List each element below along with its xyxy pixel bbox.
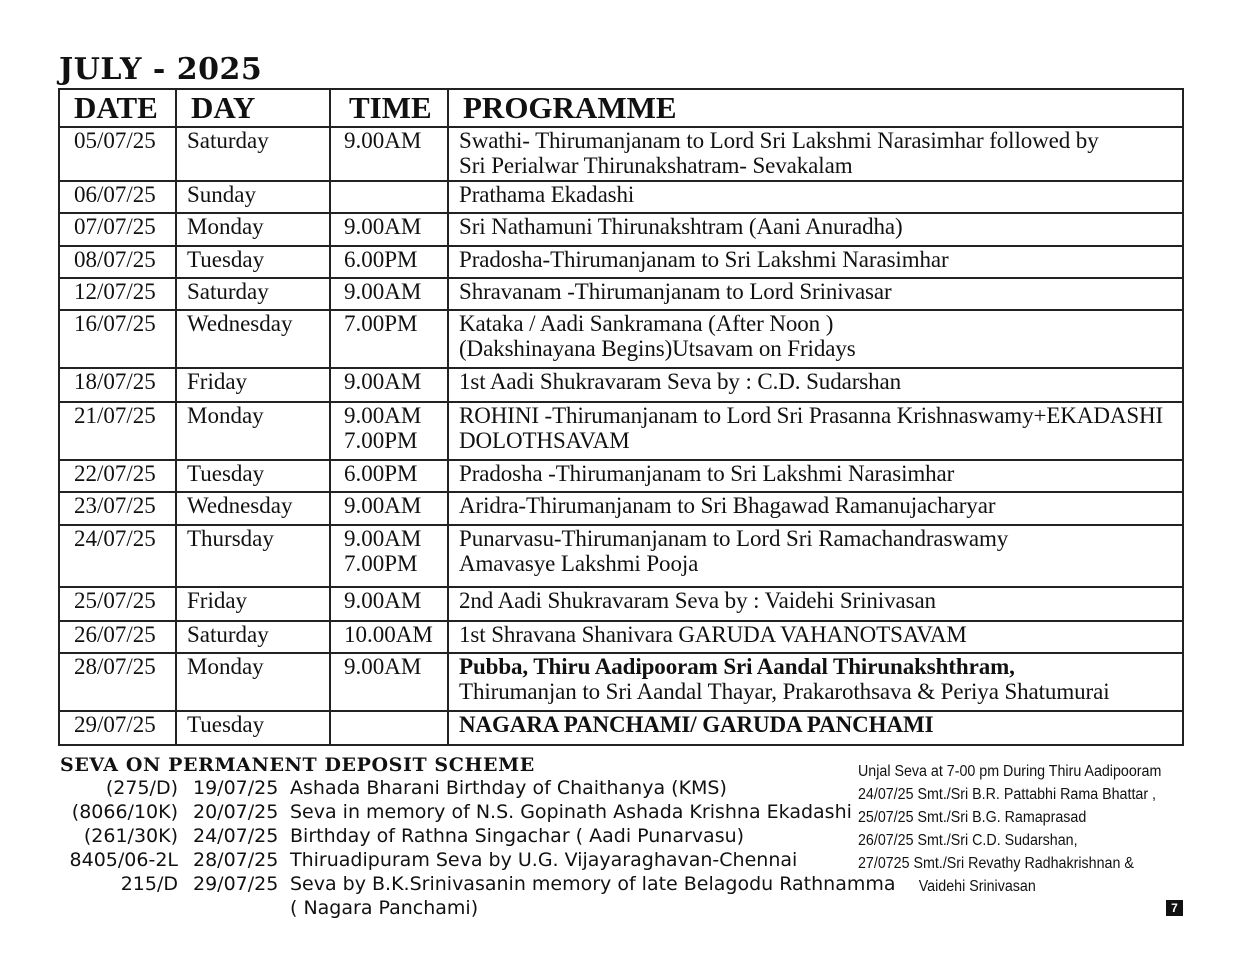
row-date: 21/07/25 xyxy=(59,402,176,460)
row-date: 26/07/25 xyxy=(59,621,176,653)
row-programme xyxy=(448,587,1183,621)
row-programme-line: NAGARA PANCHAMI/ GARUDA PANCHAMI xyxy=(459,712,934,737)
header-time: TIME xyxy=(330,89,448,127)
row-programme-line: DOLOTHSAVAM xyxy=(459,428,630,453)
row-time xyxy=(330,525,448,587)
row-time xyxy=(330,460,448,492)
header-date: DATE xyxy=(59,89,176,127)
row-programme xyxy=(448,278,1183,310)
unjal-line: Vaidehi Srinivasan xyxy=(918,878,1036,895)
row-programme-line: Amavasye Lakshmi Pooja xyxy=(459,551,699,576)
row-programme-line: Prathama Ekadashi xyxy=(459,182,635,207)
table-row xyxy=(59,368,1183,402)
seva-date: 29/07/25 xyxy=(193,873,279,895)
row-programme-line: Sri Nathamuni Thirunakshtram (Aani Anuradha) xyxy=(459,214,903,239)
table-row xyxy=(59,402,1183,460)
table-row xyxy=(59,525,1183,587)
row-programme-line: Swathi- Thirumanjanam to Lord Sri Lakshmi Narasimhar followed by xyxy=(459,128,1099,153)
row-programme-line: (Dakshinayana Begins)Utsavam on Fridays xyxy=(459,336,856,361)
seva-text: Thiruadipuram Seva by U.G. Vijayaraghavan-Chennai xyxy=(290,849,798,871)
row-day: Monday xyxy=(176,402,330,460)
row-time-line: 9.00AM xyxy=(344,654,422,679)
row-day: Tuesday xyxy=(176,246,330,278)
table-row xyxy=(59,310,1183,368)
seva-text: Birthday of Rathna Singachar ( Aadi Punarvasu) xyxy=(290,825,745,847)
seva-code: 8405/06-2L xyxy=(69,849,178,871)
seva-date: 24/07/25 xyxy=(193,825,279,847)
row-time xyxy=(330,492,448,525)
header-programme: PROGRAMME xyxy=(448,89,1183,127)
seva-date: 28/07/25 xyxy=(193,849,279,871)
seva-item xyxy=(58,824,878,848)
row-programme xyxy=(448,711,1183,745)
row-programme xyxy=(448,621,1183,653)
table-row xyxy=(59,460,1183,492)
row-programme-line: Shravanam -Thirumanjanam to Lord Srinivasar xyxy=(459,279,892,304)
row-programme-line: Punarvasu-Thirumanjanam to Lord Sri Ramachandraswamy xyxy=(459,526,1009,551)
row-time-line: 9.00AM xyxy=(344,279,422,304)
seva-date: 20/07/25 xyxy=(193,801,279,823)
seva-text: Ashada Bharani Birthday of Chaithanya (KMS) xyxy=(290,777,727,799)
seva-code: 215/D xyxy=(120,873,178,895)
row-date: 05/07/25 xyxy=(59,127,176,181)
row-time-line: 9.00AM xyxy=(344,128,422,153)
table-row xyxy=(59,181,1183,213)
row-programme-line: ROHINI -Thirumanjanam to Lord Sri Prasanna Krishnaswamy+EKADASHI xyxy=(459,403,1164,428)
row-programme xyxy=(448,310,1183,368)
row-time xyxy=(330,310,448,368)
seva-text: Seva by B.K.Srinivasanin memory of late Belagodu Rathnamma xyxy=(290,873,896,895)
row-time xyxy=(330,278,448,310)
row-day: Saturday xyxy=(176,127,330,181)
row-day: Friday xyxy=(176,587,330,621)
row-date: 25/07/25 xyxy=(59,587,176,621)
row-time xyxy=(330,181,448,213)
row-time xyxy=(330,127,448,181)
row-time xyxy=(330,368,448,402)
row-time-line: 7.00PM xyxy=(344,551,418,576)
table-row xyxy=(59,621,1183,653)
row-time xyxy=(330,402,448,460)
row-time-line: 7.00PM xyxy=(344,311,418,336)
row-day: Friday xyxy=(176,368,330,402)
row-time-line: 9.00AM xyxy=(344,588,422,613)
row-programme xyxy=(448,368,1183,402)
row-time xyxy=(330,587,448,621)
table-row xyxy=(59,127,1183,181)
row-time-line: 6.00PM xyxy=(344,247,418,272)
header-day: DAY xyxy=(176,89,330,127)
row-time xyxy=(330,711,448,745)
row-time-line: 6.00PM xyxy=(344,461,418,486)
page-title: JULY - 2025 xyxy=(59,52,263,87)
row-programme-line: Pubba, Thiru Aadipooram Sri Aandal Thirunakshthram, xyxy=(459,654,1015,679)
row-date: 29/07/25 xyxy=(59,711,176,745)
row-date: 18/07/25 xyxy=(59,368,176,402)
row-day: Sunday xyxy=(176,181,330,213)
row-day: Saturday xyxy=(176,621,330,653)
unjal-line: Unjal Seva at 7-00 pm During Thiru Aadipooram xyxy=(858,763,1162,780)
table-row xyxy=(59,278,1183,310)
row-date: 22/07/25 xyxy=(59,460,176,492)
table-row xyxy=(59,711,1183,745)
row-programme xyxy=(448,525,1183,587)
row-day: Monday xyxy=(176,213,330,246)
row-programme xyxy=(448,402,1183,460)
row-day: Tuesday xyxy=(176,460,330,492)
row-date: 07/07/25 xyxy=(59,213,176,246)
row-day: Monday xyxy=(176,653,330,711)
seva-code: (8066/10K) xyxy=(71,801,178,823)
row-programme xyxy=(448,653,1183,711)
unjal-line: 26/07/25 Smt./Sri C.D. Sudarshan, xyxy=(858,832,1078,849)
row-date: 12/07/25 xyxy=(59,278,176,310)
page-number: 7 xyxy=(1166,900,1183,916)
seva-text: Seva in memory of N.S. Gopinath Ashada Krishna Ekadashi xyxy=(290,801,852,823)
row-programme xyxy=(448,492,1183,525)
row-day: Thursday xyxy=(176,525,330,587)
row-time-line: 9.00AM xyxy=(344,369,422,394)
seva-code: (261/30K) xyxy=(83,825,178,847)
seva-heading: SEVA ON PERMANENT DEPOSIT SCHEME xyxy=(60,754,535,776)
table-row xyxy=(59,213,1183,246)
row-time xyxy=(330,653,448,711)
row-time-line: 10.00AM xyxy=(344,622,433,647)
row-time-line: 9.00AM xyxy=(344,214,422,239)
row-day: Saturday xyxy=(176,278,330,310)
row-date: 06/07/25 xyxy=(59,181,176,213)
row-date: 23/07/25 xyxy=(59,492,176,525)
row-day: Wednesday xyxy=(176,492,330,525)
seva-code: (275/D) xyxy=(105,777,178,799)
row-programme-line: Kataka / Aadi Sankramana (After Noon ) xyxy=(459,311,834,336)
seva-item xyxy=(58,896,878,920)
row-time-line: 9.00AM xyxy=(344,403,422,428)
row-programme-line: Aridra-Thirumanjanam to Sri Bhagawad Ramanujacharyar xyxy=(459,493,996,518)
table-row xyxy=(59,492,1183,525)
row-date: 16/07/25 xyxy=(59,310,176,368)
row-date: 24/07/25 xyxy=(59,525,176,587)
row-programme xyxy=(448,127,1183,181)
seva-text: ( Nagara Panchami) xyxy=(290,897,479,919)
seva-item xyxy=(58,776,878,800)
row-programme-line: Thirumanjan to Sri Aandal Thayar, Prakarothsava & Periya Shatumurai xyxy=(459,679,1110,704)
row-programme xyxy=(448,460,1183,492)
row-day: Tuesday xyxy=(176,711,330,745)
row-programme xyxy=(448,246,1183,278)
row-date: 28/07/25 xyxy=(59,653,176,711)
unjal-line: 24/07/25 Smt./Sri B.R. Pattabhi Rama Bhattar , xyxy=(858,786,1157,803)
row-time xyxy=(330,246,448,278)
table-row xyxy=(59,653,1183,711)
row-time-line: 9.00AM xyxy=(344,526,422,551)
schedule-table xyxy=(58,88,1184,746)
row-programme-line: 1st Shravana Shanivara GARUDA VAHANOTSAVAM xyxy=(459,622,967,647)
row-programme-line: Pradosha-Thirumanjanam to Sri Lakshmi Narasimhar xyxy=(459,247,949,272)
row-programme-line: Sri Perialwar Thirunakshatram- Sevakalam xyxy=(459,153,853,178)
table-row xyxy=(59,587,1183,621)
row-programme-line: Pradosha -Thirumanjanam to Sri Lakshmi Narasimhar xyxy=(459,461,955,486)
unjal-line: 25/07/25 Smt./Sri B.G. Ramaprasad xyxy=(858,809,1087,826)
row-time xyxy=(330,213,448,246)
seva-date: 19/07/25 xyxy=(193,777,279,799)
seva-item xyxy=(58,800,878,824)
row-programme-line: 2nd Aadi Shukravaram Seva by : Vaidehi Srinivasan xyxy=(459,588,936,613)
schedule-body xyxy=(59,127,1183,745)
row-time xyxy=(330,621,448,653)
seva-item xyxy=(58,872,896,896)
row-day: Wednesday xyxy=(176,310,330,368)
seva-item xyxy=(58,848,878,872)
unjal-line: 27/0725 Smt./Sri Revathy Radhakrishnan & xyxy=(858,855,1134,872)
table-row xyxy=(59,246,1183,278)
row-programme-line: 1st Aadi Shukravaram Seva by : C.D. Sudarshan xyxy=(459,369,902,394)
row-programme xyxy=(448,213,1183,246)
row-date: 08/07/25 xyxy=(59,246,176,278)
row-programme xyxy=(448,181,1183,213)
row-time-line: 7.00PM xyxy=(344,428,418,453)
seva-list xyxy=(58,776,896,920)
row-time-line: 9.00AM xyxy=(344,493,422,518)
table-header-row xyxy=(59,89,1183,127)
unjal-seva-note xyxy=(858,760,1162,898)
